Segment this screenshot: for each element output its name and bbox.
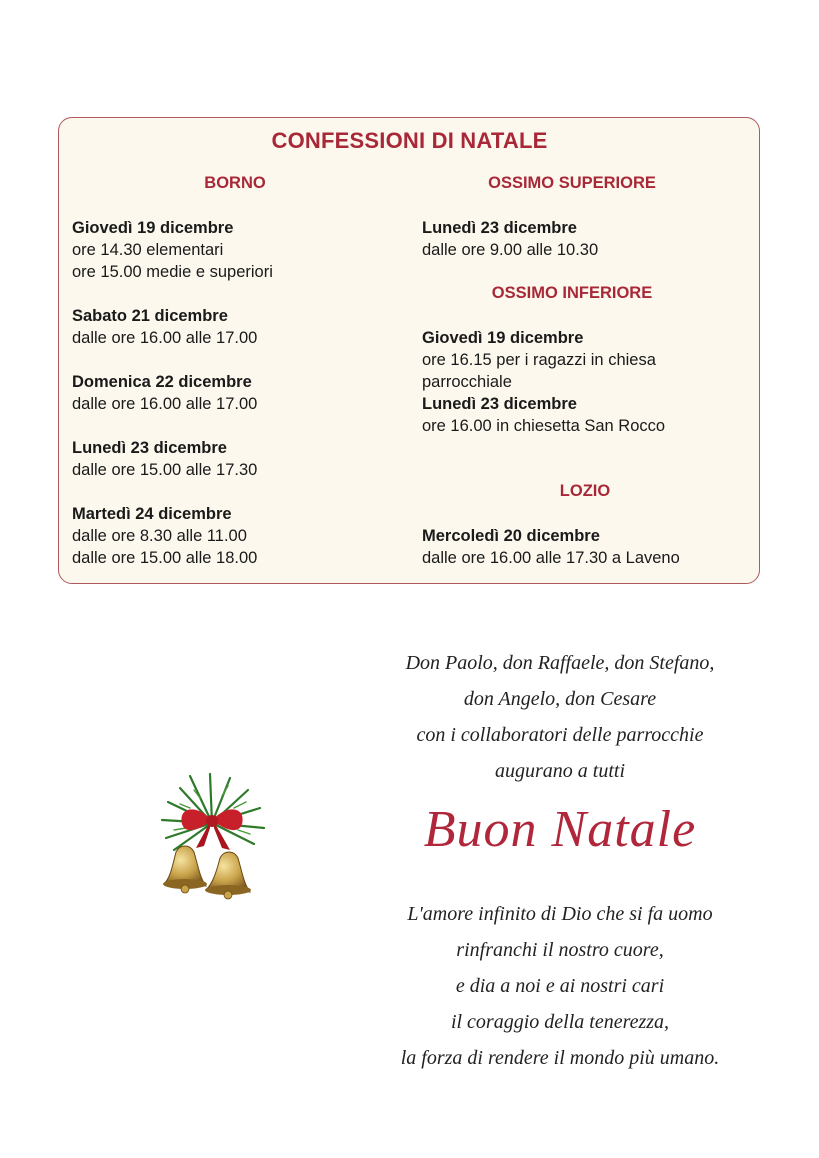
buon-natale-headline: Buon Natale [423,801,697,858]
ossimo-superiore-day: Lunedì 23 dicembre [422,219,577,237]
borno-day: Domenica 22 dicembre [72,373,252,391]
page-title: CONFESSIONI DI NATALE [271,128,548,153]
ossimo-inferiore-time: ore 16.00 in chiesetta San Rocco [422,417,666,435]
message-line: e dia a noi e ai nostri cari [455,975,665,997]
message-line: la forza di rendere il mondo più umano. [400,1047,720,1069]
ossimo-inferiore-heading: OSSIMO INFERIORE [491,284,653,302]
christmas-bells-icon [150,768,275,903]
borno-time: dalle ore 16.00 alle 17.00 [72,329,258,347]
greeting-line: Don Paolo, don Raffaele, don Stefano, [405,652,715,674]
borno-time: ore 15.00 medie e superiori [72,263,273,281]
borno-time: dalle ore 15.00 alle 18.00 [72,549,258,567]
borno-day: Lunedì 23 dicembre [72,439,227,457]
borno-day: Martedì 24 dicembre [72,505,232,523]
borno-day: Sabato 21 dicembre [72,307,228,325]
ossimo-inferiore-day: Giovedì 19 dicembre [422,329,584,347]
message-line: rinfranchi il nostro cuore, [456,939,664,961]
borno-heading: BORNO [204,174,266,192]
lozio-day: Mercoledì 20 dicembre [422,527,600,545]
borno-time: dalle ore 15.00 alle 17.30 [72,461,258,479]
greeting-line: con i collaboratori delle parrocchie [416,724,704,746]
ossimo-inferiore-day: Lunedì 23 dicembre [422,395,577,413]
greeting-line: don Angelo, don Cesare [463,688,657,710]
borno-time: dalle ore 8.30 alle 11.00 [72,527,247,545]
ossimo-superiore-time: dalle ore 9.00 alle 10.30 [422,241,599,259]
ossimo-superiore-heading: OSSIMO SUPERIORE [488,174,656,192]
borno-time: dalle ore 16.00 alle 17.00 [72,395,258,413]
greeting-line: augurano a tutti [494,760,625,782]
ossimo-inferiore-time: ore 16.15 per i ragazzi in chiesa [422,351,656,369]
message-line: L'amore infinito di Dio che si fa uomo [407,903,713,925]
lozio-heading: LOZIO [559,482,611,500]
message-line: il coraggio della tenerezza, [450,1011,670,1033]
lozio-time: dalle ore 16.00 alle 17.30 a Laveno [422,549,680,567]
borno-time: ore 14.30 elementari [72,241,224,259]
borno-day: Giovedì 19 dicembre [72,219,234,237]
ossimo-inferiore-time: parrocchiale [422,373,512,391]
